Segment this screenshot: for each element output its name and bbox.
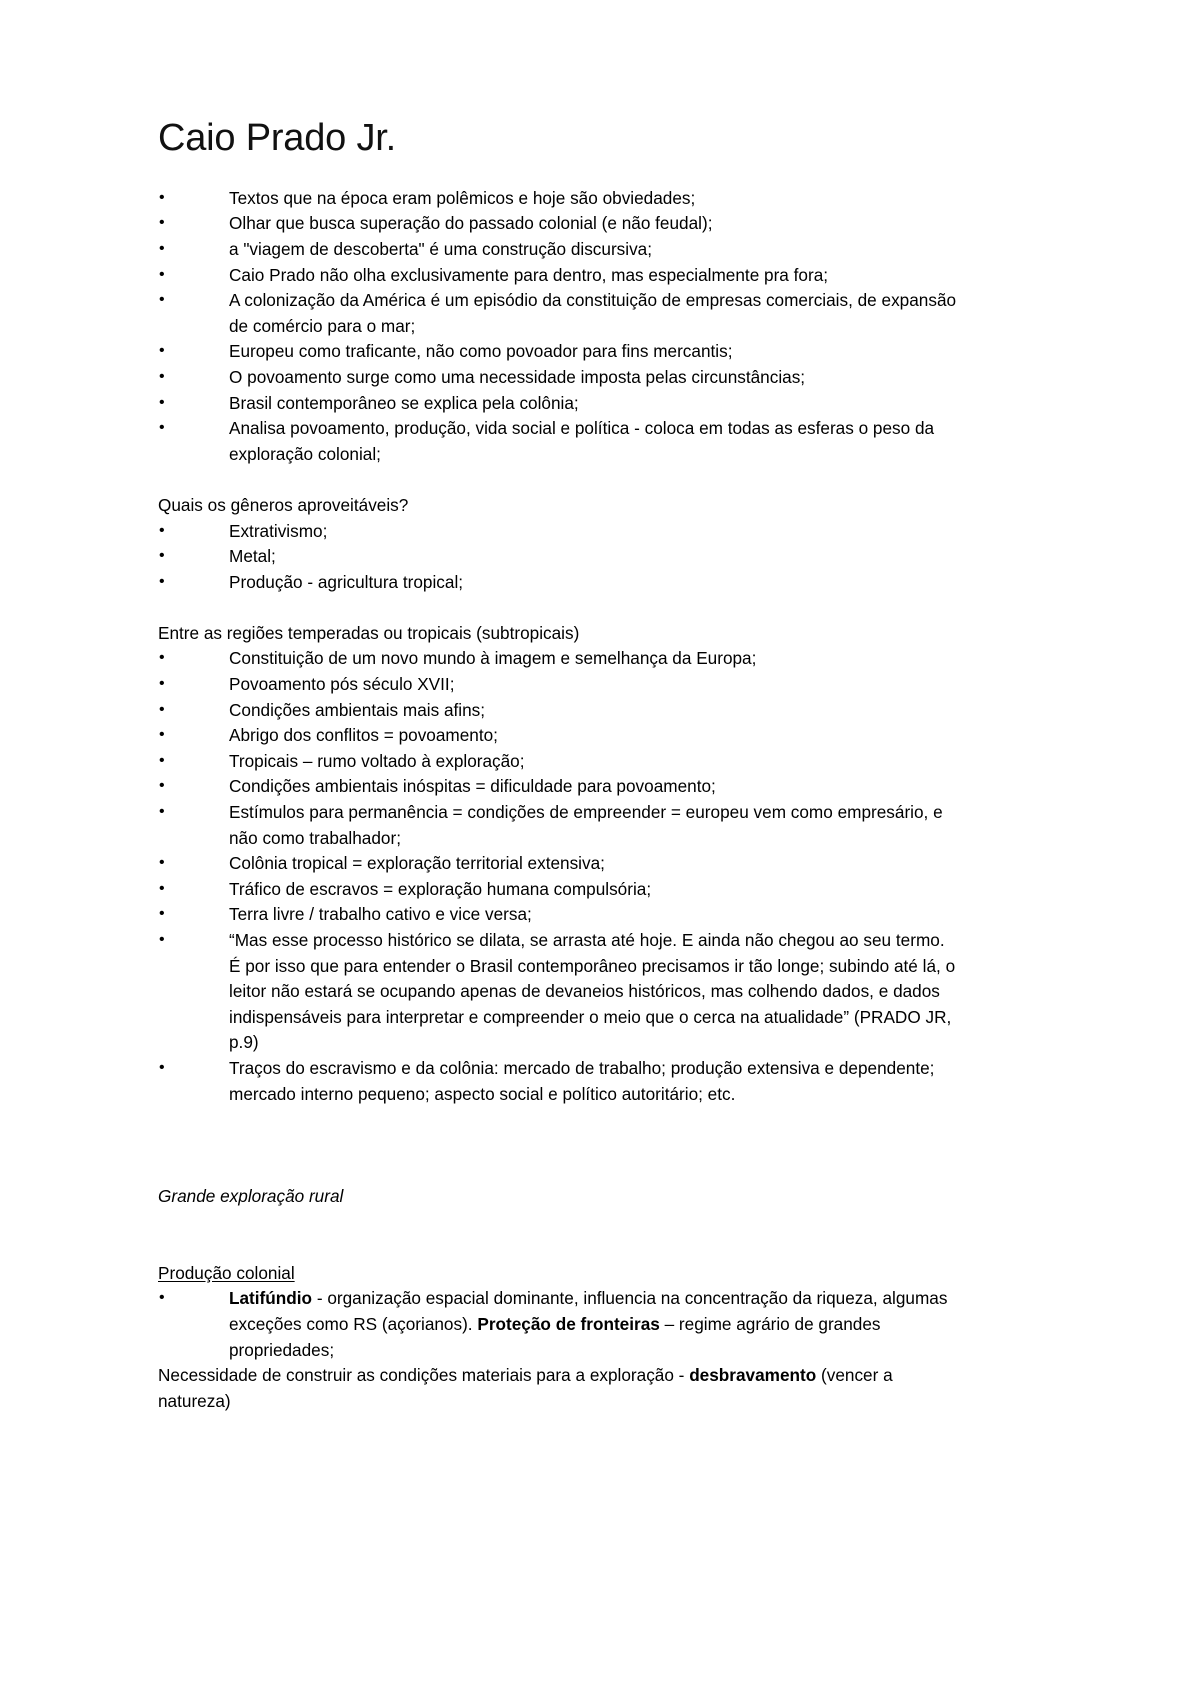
list-item-text: Analisa povoamento, produção, vida social e política - coloca em todas as esferas o peso da exploração colonial; bbox=[229, 418, 935, 464]
list-item bbox=[158, 519, 960, 545]
generos-heading: Quais os gêneros aproveitáveis? bbox=[158, 494, 409, 515]
paragraph-spacer bbox=[158, 467, 960, 493]
list-item-text: Traços do escravismo e da colônia: mercado de trabalho; produção extensiva e dependente; mercado interno pequeno; aspecto social e político autoritário; etc. bbox=[229, 1057, 935, 1104]
desbravamento-term: desbravamento bbox=[689, 1365, 817, 1386]
list-item bbox=[158, 211, 960, 237]
regioes-bullet-list bbox=[158, 646, 960, 1107]
list-item-text: Condições ambientais mais afins; bbox=[229, 699, 486, 720]
list-item bbox=[158, 570, 960, 596]
list-item-text: Textos que na época eram polêmicos e hoje são obviedades; bbox=[229, 187, 696, 208]
list-item-quote bbox=[158, 928, 960, 1056]
list-item bbox=[158, 877, 960, 903]
paragraph-spacer bbox=[158, 595, 960, 621]
necessidade-paragraph bbox=[158, 1363, 960, 1414]
list-item-text: Abrigo dos conflitos = povoamento; bbox=[229, 725, 498, 746]
list-item bbox=[158, 391, 960, 417]
necessidade-text-1: Necessidade de construir as condições materiais para a exploração - bbox=[158, 1365, 690, 1386]
regioes-heading: Entre as regiões temperadas ou tropicais (subtropicais) bbox=[158, 622, 580, 643]
latifundio-text-2: – regime agrário de grandes propriedades; bbox=[229, 1313, 881, 1360]
grande-exploracao-rural-heading: Grande exploração rural bbox=[158, 1186, 344, 1207]
list-item-text: Caio Prado não olha exclusivamente para dentro, mas especialmente pra fora; bbox=[229, 264, 829, 285]
list-item bbox=[158, 646, 960, 672]
list-item bbox=[158, 723, 960, 749]
list-item bbox=[158, 186, 960, 212]
necessidade-text-2: (vencer a natureza) bbox=[158, 1365, 893, 1411]
list-item-text: Estímulos para permanência = condições de empreender = europeu vem como empresário, e não como trabalhador; bbox=[229, 802, 943, 848]
list-item-text: a "viagem de descoberta" é uma construção discursiva; bbox=[229, 238, 653, 259]
page-title: Caio Prado Jr. bbox=[158, 117, 396, 159]
list-item bbox=[158, 365, 960, 391]
section-spacer bbox=[158, 1107, 960, 1184]
section-spacer bbox=[158, 1210, 960, 1261]
list-item bbox=[158, 416, 960, 467]
list-item bbox=[158, 544, 960, 570]
list-item bbox=[158, 902, 960, 928]
list-item bbox=[158, 263, 960, 289]
list-item bbox=[158, 851, 960, 877]
list-item-text: “Mas esse processo histórico se dilata, se arrasta até hoje. E ainda não chegou ao seu termo. É por isso que para entender o Brasil contemporâneo precisamos ir tão longe; subindo até lá, o leitor não estará se ocupando apenas de devaneios históricos, mas colhendo dados, e dados indispensáveis para interpretar e compreender o meio que o cerca na atualidade” (PRADO JR, p.9) bbox=[229, 930, 956, 1053]
intro-bullet-list bbox=[158, 186, 960, 468]
list-item-text: Colônia tropical = exploração territorial extensiva; bbox=[229, 853, 605, 874]
list-item-text: Europeu como traficante, não como povoador para fins mercantis; bbox=[229, 341, 733, 362]
producao-colonial-heading bbox=[158, 1261, 960, 1287]
list-item bbox=[158, 698, 960, 724]
list-item-text: Tráfico de escravos = exploração humana compulsória; bbox=[229, 878, 652, 899]
list-item-text: Constituição de um novo mundo à imagem e semelhança da Europa; bbox=[229, 648, 757, 669]
list-item-text: Povoamento pós século XVII; bbox=[229, 674, 455, 695]
list-item-text: Terra livre / trabalho cativo e vice versa; bbox=[229, 904, 532, 925]
list-item bbox=[158, 749, 960, 775]
protecao-fronteiras-term: Proteção de fronteiras bbox=[477, 1313, 660, 1334]
list-item-text: Tropicais – rumo voltado à exploração; bbox=[229, 750, 525, 771]
list-item-text: Olhar que busca superação do passado colonial (e não feudal); bbox=[229, 213, 713, 234]
list-item bbox=[158, 800, 960, 851]
latifundio-term: Latifúndio bbox=[229, 1288, 313, 1309]
latifundio-text-1: - organização espacial dominante, influencia na concentração da riqueza, algumas exceções como RS (açorianos). bbox=[229, 1288, 948, 1334]
list-item bbox=[158, 774, 960, 800]
list-item bbox=[158, 1286, 960, 1363]
list-item-text: Produção - agricultura tropical; bbox=[229, 571, 464, 592]
list-item-text: Extrativismo; bbox=[229, 520, 328, 541]
list-item bbox=[158, 237, 960, 263]
list-item bbox=[158, 288, 960, 339]
list-item-text: Brasil contemporâneo se explica pela colônia; bbox=[229, 392, 579, 413]
list-item bbox=[158, 339, 960, 365]
list-item bbox=[158, 672, 960, 698]
list-item-text: Metal; bbox=[229, 546, 276, 567]
list-item-text: O povoamento surge como uma necessidade imposta pelas circunstâncias; bbox=[229, 366, 806, 387]
list-item bbox=[158, 1056, 960, 1107]
producao-colonial-label: Produção colonial bbox=[158, 1262, 295, 1283]
list-item-text: Condições ambientais inóspitas = dificuldade para povoamento; bbox=[229, 776, 716, 797]
producao-colonial-bullet-list bbox=[158, 1286, 960, 1363]
generos-bullet-list bbox=[158, 519, 960, 596]
list-item-text: A colonização da América é um episódio da constituição de empresas comerciais, de expansão de comércio para o mar; bbox=[229, 290, 957, 336]
